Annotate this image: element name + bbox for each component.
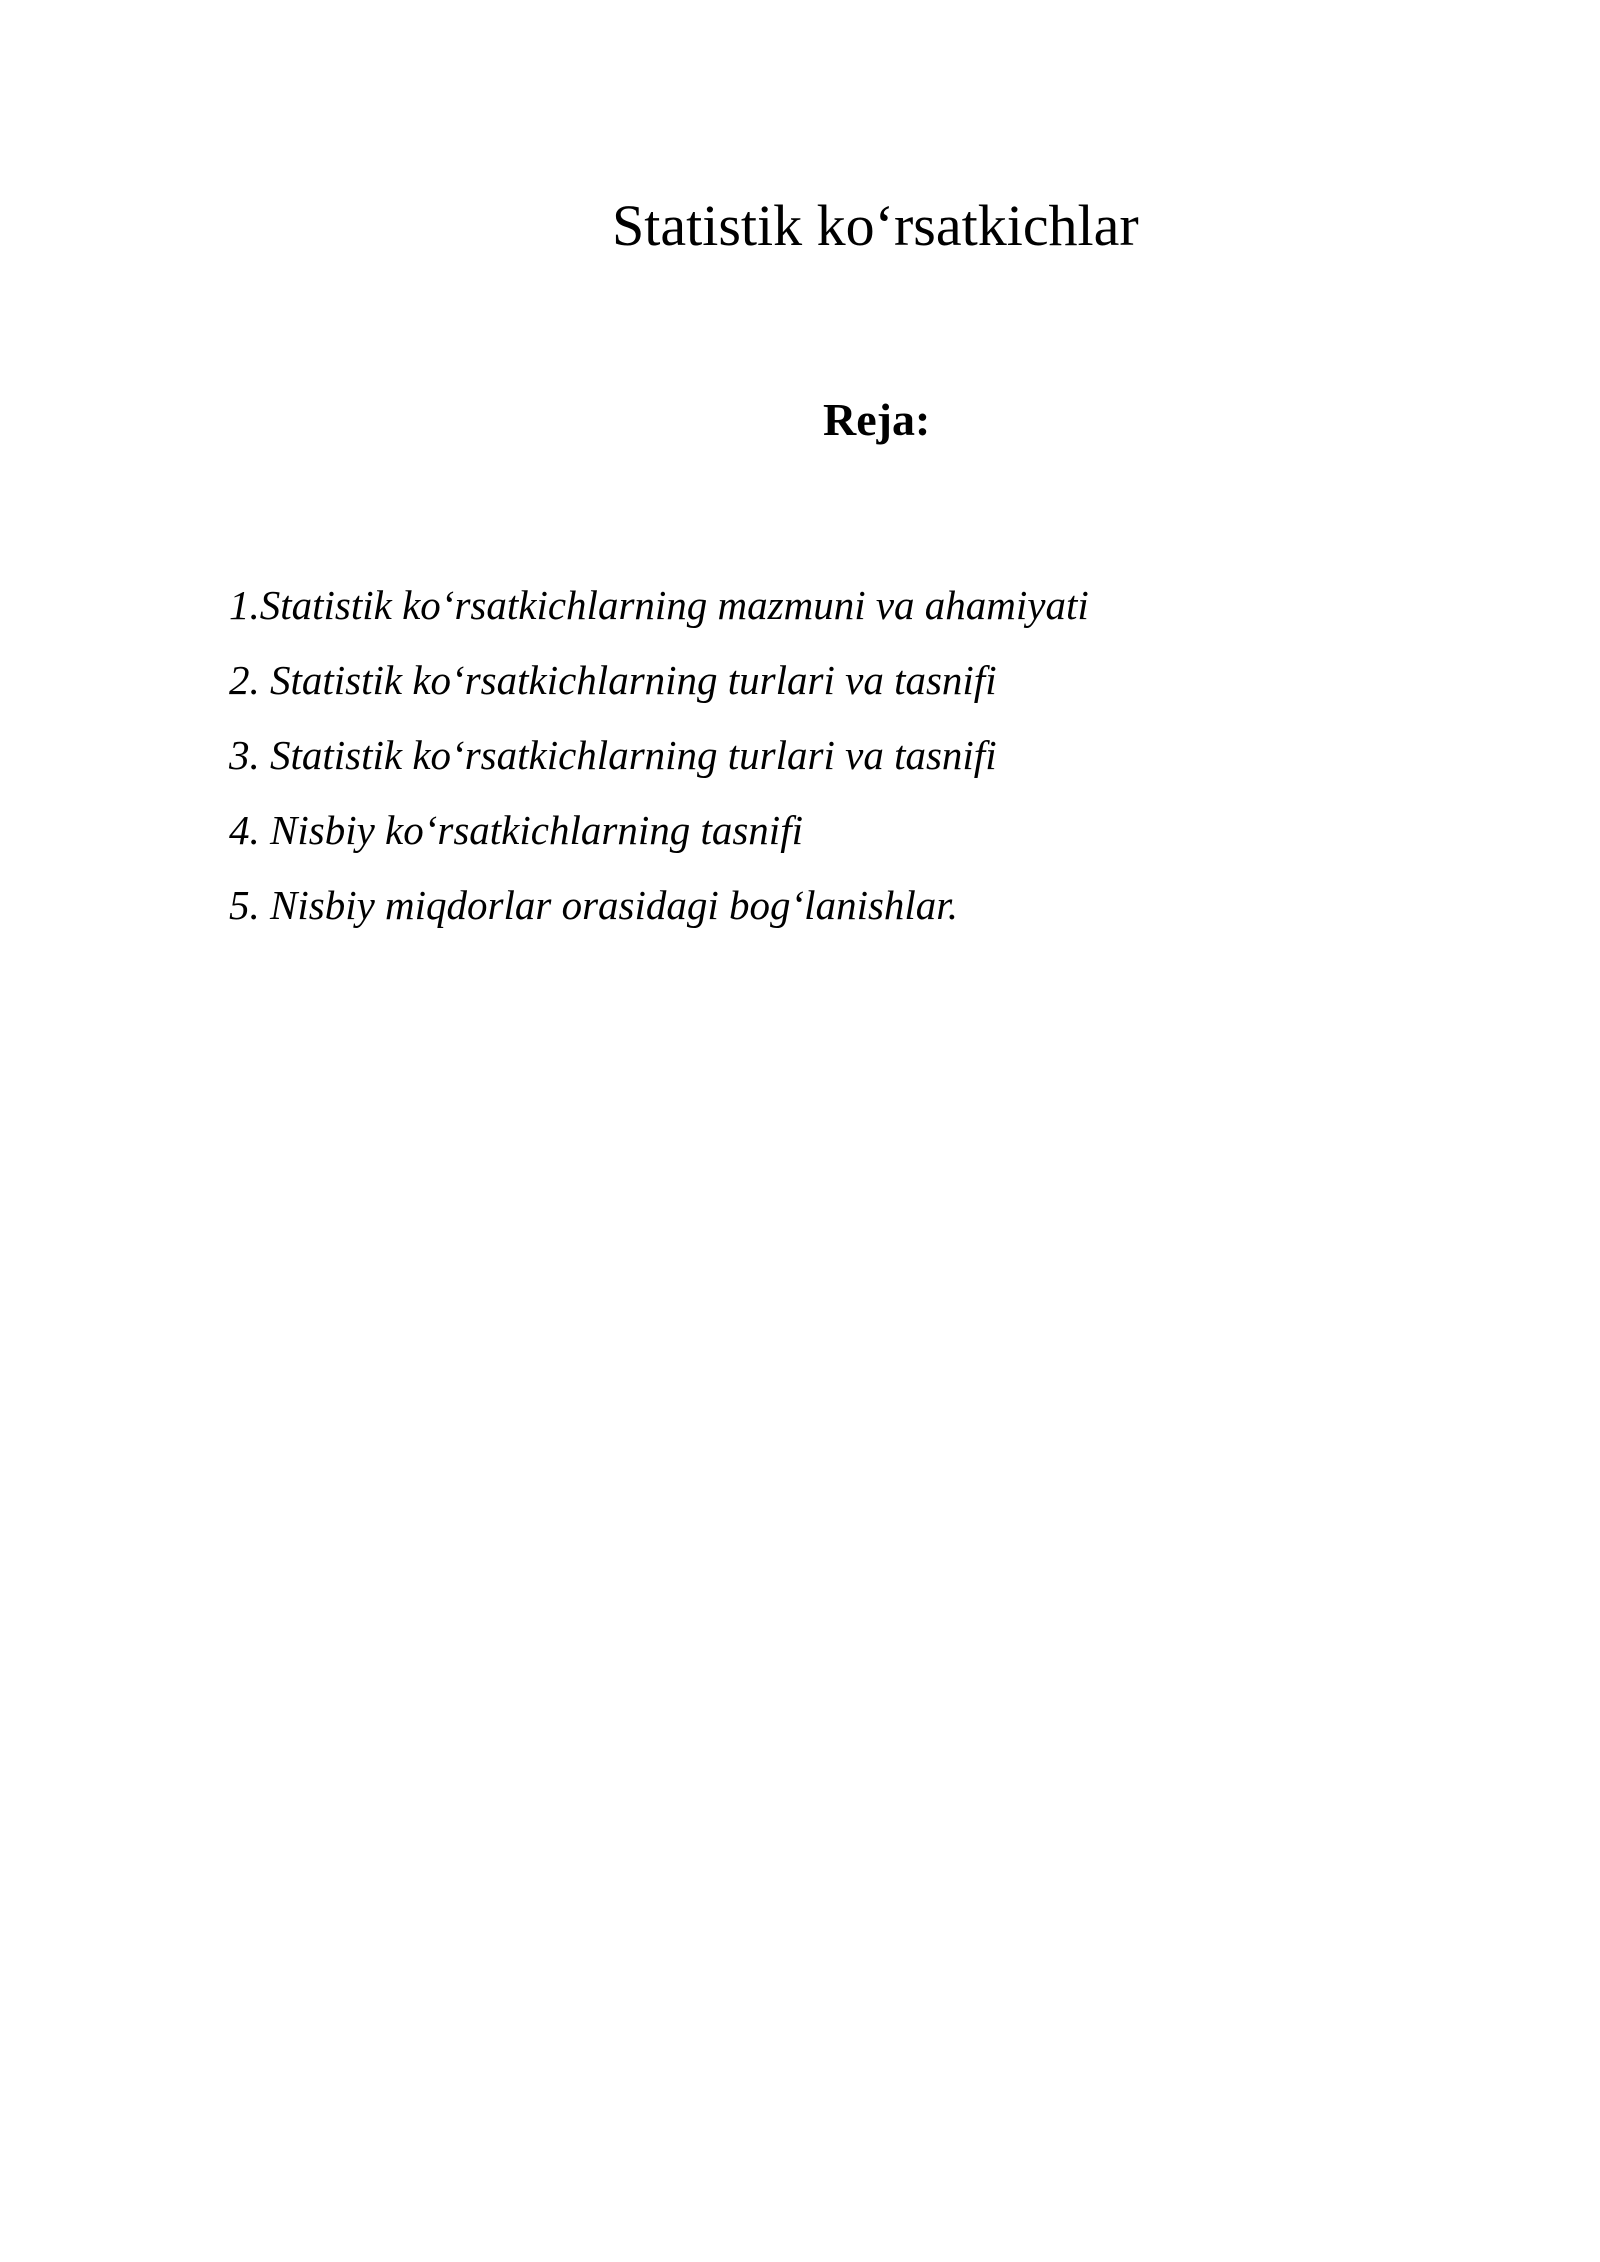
plan-item: 2. Statistik ko‘rsatkichlarning turlari va tasnifi	[229, 657, 997, 703]
plan-item: 4. Nisbiy ko‘rsatkichlarning tasnifi	[229, 807, 803, 853]
plan-item: 5. Nisbiy miqdorlar orasidagi bog‘lanishlar.	[229, 882, 958, 928]
page-title: Statistik ko‘rsatkichlar	[612, 193, 1139, 258]
plan-item: 3. Statistik ko‘rsatkichlarning turlari va tasnifi	[229, 732, 997, 778]
plan-item: 1.Statistik ko‘rsatkichlarning mazmuni va ahamiyati	[229, 582, 1089, 628]
plan-heading: Reja:	[823, 394, 931, 445]
plan-list	[229, 568, 1089, 943]
